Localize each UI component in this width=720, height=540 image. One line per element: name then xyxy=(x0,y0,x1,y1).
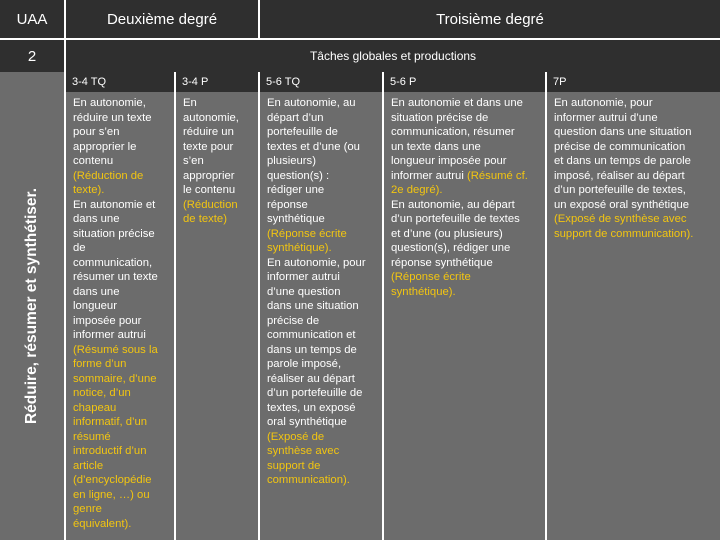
col-heading-7p xyxy=(547,72,720,92)
body-text: En autonomie, réduire un texte pour s’en approprier le contenu xyxy=(183,97,239,196)
production-highlight: (Résumé sous la forme d’un sommaire, d’une notice, d’un chapeau informatif, d’un résumé introductif d’un article (d’encyclopédie en ligne, …) ou genre équivalent). xyxy=(73,343,158,530)
production-highlight: (Réponse écrite synthétique). xyxy=(391,271,471,298)
col-body-5-6-tq xyxy=(260,92,382,540)
production-highlight: (Réponse écrite synthétique). xyxy=(267,227,347,254)
body-text: En autonomie, au départ d’un portefeuille de textes et d’une (ou plusieurs) question(s) : rédiger une réponse synthétique xyxy=(267,97,360,225)
body-text: En autonomie, réduire un texte pour s’en approprier le contenu xyxy=(73,97,152,167)
troisieme-degre-label: Troisième degré xyxy=(436,10,544,28)
side-label-wrapper xyxy=(0,72,64,540)
col-body-7p xyxy=(547,92,720,540)
production-highlight: (Réduction de texte). xyxy=(73,169,144,196)
side-label: Réduire, résumer et synthétiser. xyxy=(23,187,41,425)
col-heading-3-4-tq xyxy=(66,72,174,92)
col-heading-text: 3-4 P xyxy=(182,76,209,88)
production-highlight: (Réduction de texte) xyxy=(183,198,238,225)
deuxieme-degre-header xyxy=(66,0,258,38)
body-text: En autonomie, au départ d’un portefeuille de textes et d’une (ou plusieurs) question(s), rédiger une réponse synthétique xyxy=(391,198,520,269)
col-body-3-4-p xyxy=(176,92,258,540)
body-text: En autonomie et dans une situation précise de communication, résumer un texte dans une longueur imposée pour informer autrui xyxy=(73,198,158,341)
uaa-number: 2 xyxy=(27,47,37,65)
uaa-number-cell xyxy=(0,40,64,72)
production-highlight: (Résumé cf. 2e degré). xyxy=(391,169,528,196)
col-heading-text: 5-6 P xyxy=(390,76,417,88)
col-heading-text: 3-4 TQ xyxy=(72,76,107,88)
col-body-5-6-p xyxy=(384,92,545,540)
col-heading-text: 5-6 TQ xyxy=(266,76,301,88)
taches-header xyxy=(66,40,720,72)
uaa-label: UAA xyxy=(16,10,48,28)
body-text: En autonomie et dans une situation précise de communication, résumer un texte dans une longueur imposée pour informer autrui xyxy=(391,97,523,182)
uaa-header xyxy=(0,0,64,38)
troisieme-degre-header xyxy=(260,0,720,38)
production-highlight: (Exposé de synthèse avec support de communication). xyxy=(267,430,350,486)
production-highlight: (Exposé de synthèse avec support de communication). xyxy=(554,213,694,240)
body-text: En autonomie, pour informer autrui d’une question dans une situation précise de communication et dans un temps de parole imposé, réaliser au départ d’un portefeuille de textes, un exposé oral synthétique xyxy=(267,256,366,428)
deuxieme-degre-label: Deuxième degré xyxy=(106,10,218,28)
col-heading-text: 7P xyxy=(553,76,567,88)
body-text: En autonomie, pour informer autrui d’une question dans une situation précise de communication et dans un temps de parole imposé, réaliser au départ d’un portefeuille de textes, un exposé oral synthétique xyxy=(554,97,692,211)
col-heading-5-6-p xyxy=(384,72,545,92)
taches-label: Tâches globales et productions xyxy=(309,49,477,63)
col-heading-5-6-tq xyxy=(260,72,382,92)
col-body-3-4-tq xyxy=(66,92,174,540)
col-heading-3-4-p xyxy=(176,72,258,92)
